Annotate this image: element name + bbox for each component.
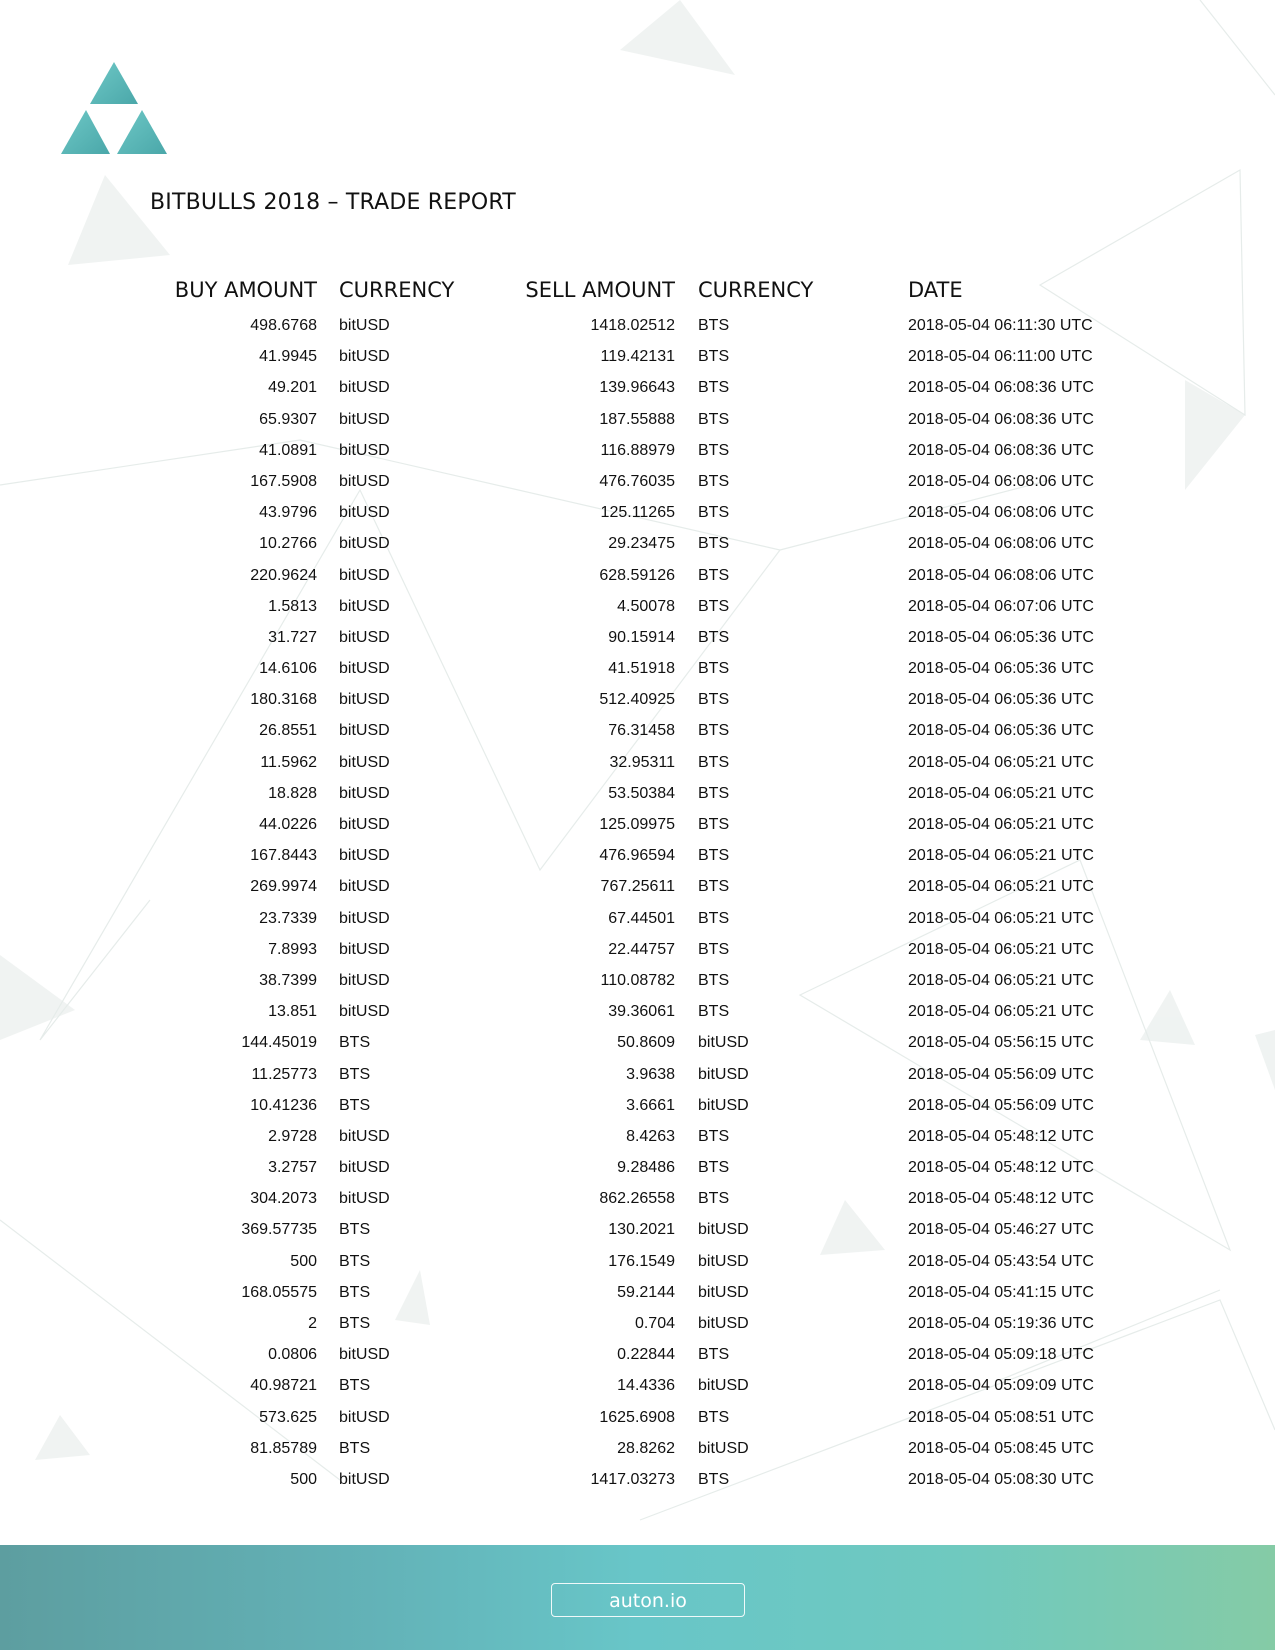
sell-currency-cell: BTS bbox=[698, 1127, 730, 1145]
sell-currency-cell: BTS bbox=[698, 1346, 730, 1364]
date-cell: 2018-05-04 05:19:36 UTC bbox=[908, 1315, 1094, 1332]
table-row bbox=[0, 626, 1275, 657]
sell-currency-cell: BTS bbox=[698, 628, 730, 646]
table-row bbox=[0, 1000, 1275, 1031]
date-cell: 2018-05-04 06:05:21 UTC bbox=[908, 971, 1094, 989]
sell-amount-cell: 1625.6908 bbox=[599, 1408, 675, 1426]
buy-amount-cell: 2 bbox=[308, 1315, 317, 1332]
date-cell: 2018-05-04 05:56:09 UTC bbox=[908, 1065, 1094, 1083]
table-row bbox=[0, 1406, 1275, 1437]
sell-currency-cell: BTS bbox=[698, 971, 730, 989]
table-row bbox=[0, 470, 1275, 501]
sell-currency-cell: bitUSD bbox=[698, 1377, 749, 1395]
buy-currency-cell: bitUSD bbox=[339, 940, 390, 958]
buy-amount-cell: 180.3168 bbox=[250, 691, 317, 709]
date-cell: 2018-05-04 06:08:06 UTC bbox=[908, 535, 1094, 553]
sell-amount-cell: 512.40925 bbox=[599, 691, 675, 709]
buy-amount-cell: 41.9945 bbox=[259, 348, 317, 366]
date-cell: 2018-05-04 05:48:12 UTC bbox=[908, 1190, 1094, 1208]
date-cell: 2018-05-04 06:05:36 UTC bbox=[908, 722, 1094, 740]
buy-amount-cell: 44.0226 bbox=[259, 816, 317, 833]
date-cell: 2018-05-04 05:08:45 UTC bbox=[908, 1439, 1094, 1457]
table-row bbox=[0, 1063, 1275, 1094]
buy-currency-cell: bitUSD bbox=[339, 816, 390, 833]
buy-currency-cell: BTS bbox=[339, 1439, 371, 1457]
sell-currency-cell: BTS bbox=[698, 816, 730, 833]
buy-amount-cell: 144.45019 bbox=[241, 1034, 317, 1052]
buy-amount-cell: 369.57735 bbox=[241, 1221, 317, 1239]
sell-currency-cell: bitUSD bbox=[698, 1252, 749, 1270]
date-cell: 2018-05-04 06:05:21 UTC bbox=[908, 878, 1094, 896]
date-cell: 2018-05-04 06:08:06 UTC bbox=[908, 504, 1094, 522]
table-body bbox=[0, 314, 1275, 1499]
sell-amount-cell: 125.09975 bbox=[599, 816, 675, 833]
date-cell: 2018-05-04 06:08:36 UTC bbox=[908, 410, 1094, 428]
table-row bbox=[0, 844, 1275, 875]
header-sell-amount: SELL AMOUNT bbox=[525, 278, 675, 302]
sell-amount-cell: 32.95311 bbox=[609, 753, 675, 771]
table-row bbox=[0, 1468, 1275, 1499]
table-row bbox=[0, 688, 1275, 719]
table-row bbox=[0, 314, 1275, 345]
table-row bbox=[0, 657, 1275, 688]
sell-currency-cell: bitUSD bbox=[698, 1283, 749, 1301]
footer-bar bbox=[0, 1545, 1275, 1650]
table-row bbox=[0, 938, 1275, 969]
date-cell: 2018-05-04 06:05:21 UTC bbox=[908, 816, 1094, 833]
buy-currency-cell: bitUSD bbox=[339, 1470, 390, 1488]
buy-currency-cell: bitUSD bbox=[339, 566, 390, 584]
date-cell: 2018-05-04 06:05:36 UTC bbox=[908, 628, 1094, 646]
sell-amount-cell: 476.76035 bbox=[599, 472, 675, 490]
table-row bbox=[0, 719, 1275, 750]
sell-currency-cell: BTS bbox=[698, 940, 730, 958]
sell-currency-cell: BTS bbox=[698, 660, 730, 678]
sell-currency-cell: BTS bbox=[698, 504, 730, 522]
sell-currency-cell: bitUSD bbox=[698, 1096, 749, 1114]
buy-currency-cell: bitUSD bbox=[339, 971, 390, 989]
sell-currency-cell: BTS bbox=[698, 441, 730, 459]
sell-amount-cell: 1418.02512 bbox=[590, 317, 675, 334]
website-link-button[interactable]: auton.io bbox=[551, 1583, 745, 1617]
sell-amount-cell: 53.50384 bbox=[608, 784, 675, 802]
buy-currency-cell: bitUSD bbox=[339, 1159, 390, 1177]
buy-amount-cell: 220.9624 bbox=[250, 566, 317, 584]
buy-currency-cell: bitUSD bbox=[339, 660, 390, 678]
buy-currency-cell: bitUSD bbox=[339, 909, 390, 927]
buy-amount-cell: 81.85789 bbox=[250, 1439, 317, 1457]
sell-amount-cell: 0.22844 bbox=[617, 1346, 675, 1364]
buy-amount-cell: 18.828 bbox=[268, 784, 317, 802]
table-row bbox=[0, 907, 1275, 938]
buy-amount-cell: 3.2757 bbox=[268, 1159, 317, 1177]
sell-amount-cell: 90.15914 bbox=[608, 628, 675, 646]
sell-currency-cell: BTS bbox=[698, 1190, 730, 1208]
buy-currency-cell: BTS bbox=[339, 1283, 371, 1301]
buy-currency-cell: bitUSD bbox=[339, 535, 390, 553]
buy-amount-cell: 49.201 bbox=[268, 379, 317, 397]
buy-currency-cell: bitUSD bbox=[339, 1190, 390, 1208]
logo-triangle-right bbox=[117, 110, 167, 154]
buy-currency-cell: bitUSD bbox=[339, 472, 390, 490]
table-row bbox=[0, 1343, 1275, 1374]
buy-currency-cell: bitUSD bbox=[339, 722, 390, 740]
date-cell: 2018-05-04 05:46:27 UTC bbox=[908, 1221, 1094, 1239]
sell-amount-cell: 119.42131 bbox=[600, 348, 675, 366]
sell-currency-cell: BTS bbox=[698, 691, 730, 709]
table-row bbox=[0, 564, 1275, 595]
buy-currency-cell: bitUSD bbox=[339, 379, 390, 397]
sell-amount-cell: 9.28486 bbox=[617, 1159, 675, 1177]
sell-amount-cell: 3.6661 bbox=[626, 1096, 675, 1114]
sell-currency-cell: BTS bbox=[698, 722, 730, 740]
buy-currency-cell: bitUSD bbox=[339, 628, 390, 646]
table-row bbox=[0, 1031, 1275, 1062]
buy-amount-cell: 2.9728 bbox=[268, 1127, 317, 1145]
sell-amount-cell: 139.96643 bbox=[599, 379, 675, 397]
table-row bbox=[0, 439, 1275, 470]
date-cell: 2018-05-04 05:08:30 UTC bbox=[908, 1470, 1094, 1488]
sell-amount-cell: 125.11265 bbox=[600, 504, 675, 522]
sell-currency-cell: BTS bbox=[698, 472, 730, 490]
sell-amount-cell: 767.25611 bbox=[600, 878, 675, 896]
buy-amount-cell: 11.25773 bbox=[251, 1065, 317, 1083]
table-row bbox=[0, 1437, 1275, 1468]
header-date: DATE bbox=[908, 278, 963, 302]
table-row bbox=[0, 1156, 1275, 1187]
table-row bbox=[0, 408, 1275, 439]
buy-amount-cell: 11.5962 bbox=[260, 753, 317, 771]
table-row bbox=[0, 595, 1275, 626]
date-cell: 2018-05-04 05:43:54 UTC bbox=[908, 1252, 1094, 1270]
date-cell: 2018-05-04 06:08:36 UTC bbox=[908, 379, 1094, 397]
buy-currency-cell: BTS bbox=[339, 1377, 371, 1395]
buy-currency-cell: bitUSD bbox=[339, 691, 390, 709]
buy-currency-cell: bitUSD bbox=[339, 784, 390, 802]
buy-amount-cell: 500 bbox=[290, 1252, 317, 1270]
sell-amount-cell: 4.50078 bbox=[617, 597, 675, 615]
company-logo bbox=[60, 62, 168, 156]
sell-currency-cell: BTS bbox=[698, 1159, 730, 1177]
buy-amount-cell: 1.5813 bbox=[268, 597, 317, 615]
buy-amount-cell: 14.6106 bbox=[259, 660, 317, 678]
buy-amount-cell: 269.9974 bbox=[250, 878, 317, 896]
date-cell: 2018-05-04 06:08:06 UTC bbox=[908, 472, 1094, 490]
date-cell: 2018-05-04 06:05:21 UTC bbox=[908, 909, 1094, 927]
sell-currency-cell: BTS bbox=[698, 1470, 730, 1488]
sell-amount-cell: 39.36061 bbox=[608, 1003, 675, 1021]
sell-currency-cell: bitUSD bbox=[698, 1439, 749, 1457]
buy-amount-cell: 167.5908 bbox=[250, 472, 317, 490]
date-cell: 2018-05-04 06:05:21 UTC bbox=[908, 784, 1094, 802]
sell-currency-cell: bitUSD bbox=[698, 1315, 749, 1332]
table-row bbox=[0, 376, 1275, 407]
date-cell: 2018-05-04 05:08:51 UTC bbox=[908, 1408, 1094, 1426]
date-cell: 2018-05-04 06:08:36 UTC bbox=[908, 441, 1094, 459]
sell-amount-cell: 187.55888 bbox=[599, 410, 675, 428]
sell-currency-cell: BTS bbox=[698, 379, 730, 397]
header-sell-currency: CURRENCY bbox=[698, 278, 814, 302]
buy-amount-cell: 498.6768 bbox=[250, 317, 317, 334]
date-cell: 2018-05-04 05:09:09 UTC bbox=[908, 1377, 1094, 1395]
buy-currency-cell: BTS bbox=[339, 1065, 371, 1083]
sell-amount-cell: 1417.03273 bbox=[590, 1470, 675, 1488]
sell-amount-cell: 130.2021 bbox=[608, 1221, 675, 1239]
sell-currency-cell: BTS bbox=[698, 566, 730, 584]
date-cell: 2018-05-04 05:41:15 UTC bbox=[908, 1283, 1094, 1301]
date-cell: 2018-05-04 05:56:09 UTC bbox=[908, 1096, 1094, 1114]
table-row bbox=[0, 1250, 1275, 1281]
buy-amount-cell: 304.2073 bbox=[250, 1190, 317, 1208]
sell-currency-cell: BTS bbox=[698, 410, 730, 428]
buy-amount-cell: 7.8993 bbox=[268, 940, 317, 958]
sell-currency-cell: BTS bbox=[698, 1003, 730, 1021]
buy-amount-cell: 500 bbox=[290, 1470, 317, 1488]
sell-amount-cell: 476.96594 bbox=[599, 847, 675, 865]
header-buy-currency: CURRENCY bbox=[339, 278, 455, 302]
sell-currency-cell: BTS bbox=[698, 597, 730, 615]
sell-amount-cell: 14.4336 bbox=[617, 1377, 675, 1395]
buy-amount-cell: 10.41236 bbox=[250, 1096, 317, 1114]
table-row bbox=[0, 751, 1275, 782]
buy-currency-cell: bitUSD bbox=[339, 317, 390, 334]
buy-currency-cell: bitUSD bbox=[339, 1408, 390, 1426]
table-row bbox=[0, 1374, 1275, 1405]
header-buy-amount: BUY AMOUNT bbox=[174, 278, 317, 302]
table-header bbox=[0, 278, 1275, 314]
table-row bbox=[0, 813, 1275, 844]
logo-triangle-top bbox=[90, 62, 138, 104]
buy-amount-cell: 38.7399 bbox=[259, 971, 317, 989]
buy-currency-cell: bitUSD bbox=[339, 504, 390, 522]
buy-currency-cell: BTS bbox=[339, 1315, 371, 1332]
table-row bbox=[0, 782, 1275, 813]
date-cell: 2018-05-04 06:08:06 UTC bbox=[908, 566, 1094, 584]
sell-amount-cell: 8.4263 bbox=[626, 1127, 675, 1145]
sell-currency-cell: BTS bbox=[698, 909, 730, 927]
table-row bbox=[0, 969, 1275, 1000]
sell-amount-cell: 3.9638 bbox=[626, 1065, 675, 1083]
sell-currency-cell: BTS bbox=[698, 878, 730, 896]
date-cell: 2018-05-04 06:05:21 UTC bbox=[908, 753, 1094, 771]
buy-currency-cell: bitUSD bbox=[339, 1003, 390, 1021]
sell-amount-cell: 22.44757 bbox=[608, 940, 675, 958]
table-row bbox=[0, 1094, 1275, 1125]
table-row bbox=[0, 1125, 1275, 1156]
buy-currency-cell: bitUSD bbox=[339, 753, 390, 771]
buy-amount-cell: 43.9796 bbox=[259, 504, 317, 522]
date-cell: 2018-05-04 06:05:36 UTC bbox=[908, 691, 1094, 709]
buy-amount-cell: 573.625 bbox=[259, 1408, 317, 1426]
buy-amount-cell: 41.0891 bbox=[259, 441, 317, 459]
trade-table bbox=[0, 278, 1275, 1488]
logo-triangle-left bbox=[61, 110, 110, 154]
table-row bbox=[0, 1312, 1275, 1343]
sell-amount-cell: 29.23475 bbox=[608, 535, 675, 553]
sell-amount-cell: 28.8262 bbox=[617, 1439, 675, 1457]
buy-currency-cell: bitUSD bbox=[339, 597, 390, 615]
sell-amount-cell: 628.59126 bbox=[599, 566, 675, 584]
table-row bbox=[0, 1218, 1275, 1249]
buy-amount-cell: 23.7339 bbox=[259, 909, 317, 927]
table-row bbox=[0, 345, 1275, 376]
buy-amount-cell: 168.05575 bbox=[241, 1283, 317, 1301]
buy-currency-cell: bitUSD bbox=[339, 847, 390, 865]
buy-currency-cell: bitUSD bbox=[339, 348, 390, 366]
sell-amount-cell: 0.704 bbox=[634, 1315, 675, 1332]
date-cell: 2018-05-04 06:05:21 UTC bbox=[908, 1003, 1094, 1021]
buy-amount-cell: 10.2766 bbox=[259, 535, 317, 553]
report-title: BITBULLS 2018 – TRADE REPORT bbox=[150, 190, 516, 215]
table-row bbox=[0, 532, 1275, 563]
sell-amount-cell: 862.26558 bbox=[599, 1190, 675, 1208]
date-cell: 2018-05-04 06:11:30 UTC bbox=[908, 317, 1093, 334]
date-cell: 2018-05-04 06:05:36 UTC bbox=[908, 660, 1094, 678]
buy-currency-cell: BTS bbox=[339, 1221, 371, 1239]
table-row bbox=[0, 501, 1275, 532]
buy-currency-cell: BTS bbox=[339, 1252, 371, 1270]
sell-amount-cell: 76.31458 bbox=[608, 722, 675, 740]
sell-currency-cell: BTS bbox=[698, 753, 730, 771]
buy-amount-cell: 65.9307 bbox=[259, 410, 317, 428]
sell-currency-cell: bitUSD bbox=[698, 1065, 749, 1083]
sell-amount-cell: 110.08782 bbox=[600, 971, 675, 989]
buy-amount-cell: 40.98721 bbox=[250, 1377, 317, 1395]
buy-currency-cell: BTS bbox=[339, 1034, 371, 1052]
buy-amount-cell: 31.727 bbox=[268, 628, 317, 646]
sell-currency-cell: BTS bbox=[698, 1408, 730, 1426]
buy-amount-cell: 0.0806 bbox=[268, 1346, 317, 1364]
date-cell: 2018-05-04 06:11:00 UTC bbox=[908, 348, 1093, 366]
sell-amount-cell: 67.44501 bbox=[608, 909, 675, 927]
buy-amount-cell: 13.851 bbox=[268, 1003, 317, 1021]
buy-currency-cell: bitUSD bbox=[339, 441, 390, 459]
date-cell: 2018-05-04 05:09:18 UTC bbox=[908, 1346, 1094, 1364]
sell-currency-cell: bitUSD bbox=[698, 1034, 749, 1052]
buy-currency-cell: bitUSD bbox=[339, 410, 390, 428]
sell-currency-cell: BTS bbox=[698, 317, 730, 334]
sell-currency-cell: BTS bbox=[698, 535, 730, 553]
sell-amount-cell: 116.88979 bbox=[600, 441, 675, 459]
sell-amount-cell: 59.2144 bbox=[617, 1283, 675, 1301]
sell-currency-cell: BTS bbox=[698, 847, 730, 865]
sell-amount-cell: 50.8609 bbox=[617, 1034, 675, 1052]
sell-amount-cell: 41.51918 bbox=[608, 660, 675, 678]
buy-currency-cell: bitUSD bbox=[339, 878, 390, 896]
date-cell: 2018-05-04 06:05:21 UTC bbox=[908, 940, 1094, 958]
date-cell: 2018-05-04 05:56:15 UTC bbox=[908, 1034, 1094, 1052]
buy-currency-cell: bitUSD bbox=[339, 1346, 390, 1364]
buy-currency-cell: BTS bbox=[339, 1096, 371, 1114]
date-cell: 2018-05-04 05:48:12 UTC bbox=[908, 1159, 1094, 1177]
table-row bbox=[0, 1187, 1275, 1218]
date-cell: 2018-05-04 06:05:21 UTC bbox=[908, 847, 1094, 865]
buy-currency-cell: bitUSD bbox=[339, 1127, 390, 1145]
sell-amount-cell: 176.1549 bbox=[608, 1252, 675, 1270]
table-row bbox=[0, 875, 1275, 906]
sell-currency-cell: bitUSD bbox=[698, 1221, 749, 1239]
sell-currency-cell: BTS bbox=[698, 348, 730, 366]
table-row bbox=[0, 1281, 1275, 1312]
date-cell: 2018-05-04 06:07:06 UTC bbox=[908, 597, 1094, 615]
date-cell: 2018-05-04 05:48:12 UTC bbox=[908, 1127, 1094, 1145]
buy-amount-cell: 26.8551 bbox=[259, 722, 317, 740]
sell-currency-cell: BTS bbox=[698, 784, 730, 802]
buy-amount-cell: 167.8443 bbox=[250, 847, 317, 865]
